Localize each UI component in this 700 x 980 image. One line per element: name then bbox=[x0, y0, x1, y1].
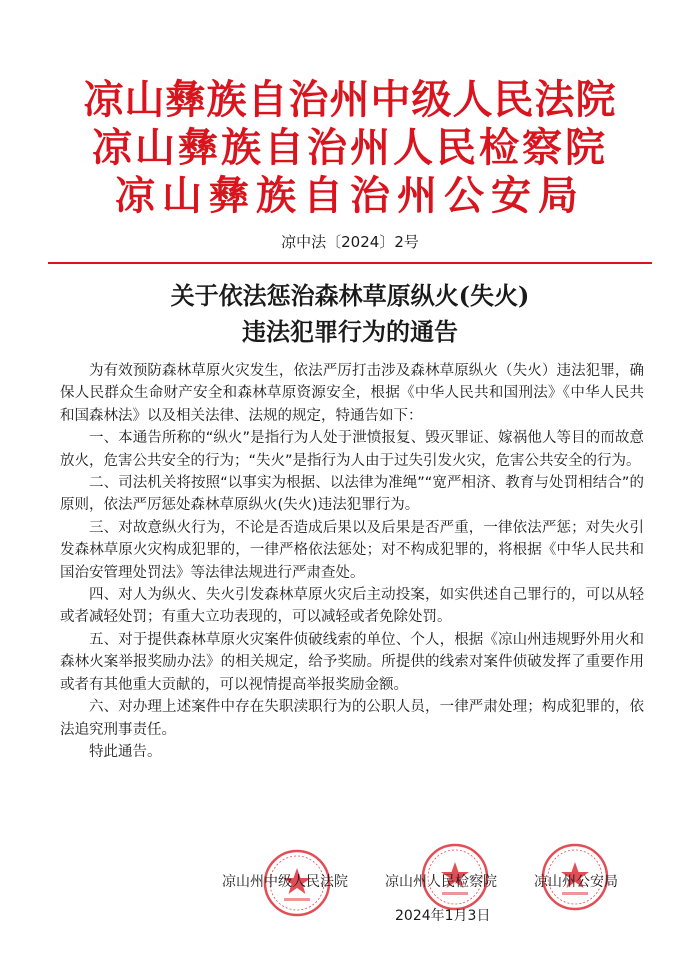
red-divider bbox=[48, 262, 652, 264]
paragraph-1: 一、本通告所称的“纵火”是指行为人处于泄愤报复、毁灭罪证、嫁祸他人等目的而故意放火，危害公共安全的行为；“失火”是指行为人由于过失引发火灾，危害公共安全的行为。 bbox=[60, 430, 644, 469]
issue-date: 2024年1月3日 bbox=[395, 908, 491, 924]
signature-court: 凉山州中级人民法院 bbox=[222, 874, 348, 890]
header-line-procuratorate: 凉山彝族自治州人民检察院 bbox=[92, 124, 608, 171]
paragraph-5: 五、对于提供森林草原火灾案件侦破线索的单位、个人，根据《凉山州违规野外用火和森林火案举报奖励办法》的相关规定，给予奖励。所提供的线索对案件侦破发挥了重要作用或者有其他重大贡献的，可以视情提高举报奖励金额。 bbox=[60, 631, 644, 693]
paragraph-closing: 特此通告。 bbox=[89, 743, 162, 760]
header-line-police: 凉山彝族自治州公安局 bbox=[115, 172, 585, 219]
notice-title-line1: 关于依法惩治森林草原纵火(失火) bbox=[170, 281, 530, 310]
notice-title-line2: 违法犯罪行为的通告 bbox=[242, 317, 458, 346]
signature-procuratorate: 凉山州人民检察院 bbox=[385, 874, 497, 890]
document-number: 凉中法〔2024〕2号 bbox=[281, 233, 419, 251]
paragraph-2: 二、司法机关将按照“以事实为根据、以法律为准绳”“宽严相济、教育与处罚相结合”的原则，依法严厉惩处森林草原纵火(失火)违法犯罪行为。 bbox=[60, 475, 644, 514]
paragraph-6: 六、对办理上述案件中存在失职渎职行为的公职人员，一律严肃处理；构成犯罪的，依法追究刑事责任。 bbox=[60, 699, 644, 738]
paragraph-4: 四、对人为纵火、失火引发森林草原火灾后主动投案，如实供述自己罪行的，可以从轻或者减轻处罚；有重大立功表现的，可以减轻或者免除处罚。 bbox=[60, 587, 644, 626]
notice-body bbox=[60, 360, 644, 763]
paragraph-3: 三、对故意纵火行为，不论是否造成后果以及后果是否严重，一律依法严惩；对失火引发森林草原火灾构成犯罪的，一律严格依法惩处；对不构成犯罪的，将根据《中华人民共和国治安管理处罚法》等法律法规进行严肃查处。 bbox=[60, 519, 644, 581]
paragraph-intro: 为有效预防森林草原火灾发生，依法严厉打击涉及森林草原纵火（失火）违法犯罪，确保人民群众生命财产安全和森林草原资源安全，根据《中华人民共和国刑法》《中华人民共和国森林法》以及相关法律、法规的规定，特通告如下： bbox=[60, 363, 644, 424]
signature-police: 凉山州公安局 bbox=[534, 874, 618, 890]
header-line-court: 凉山彝族自治州中级人民法院 bbox=[83, 76, 617, 123]
